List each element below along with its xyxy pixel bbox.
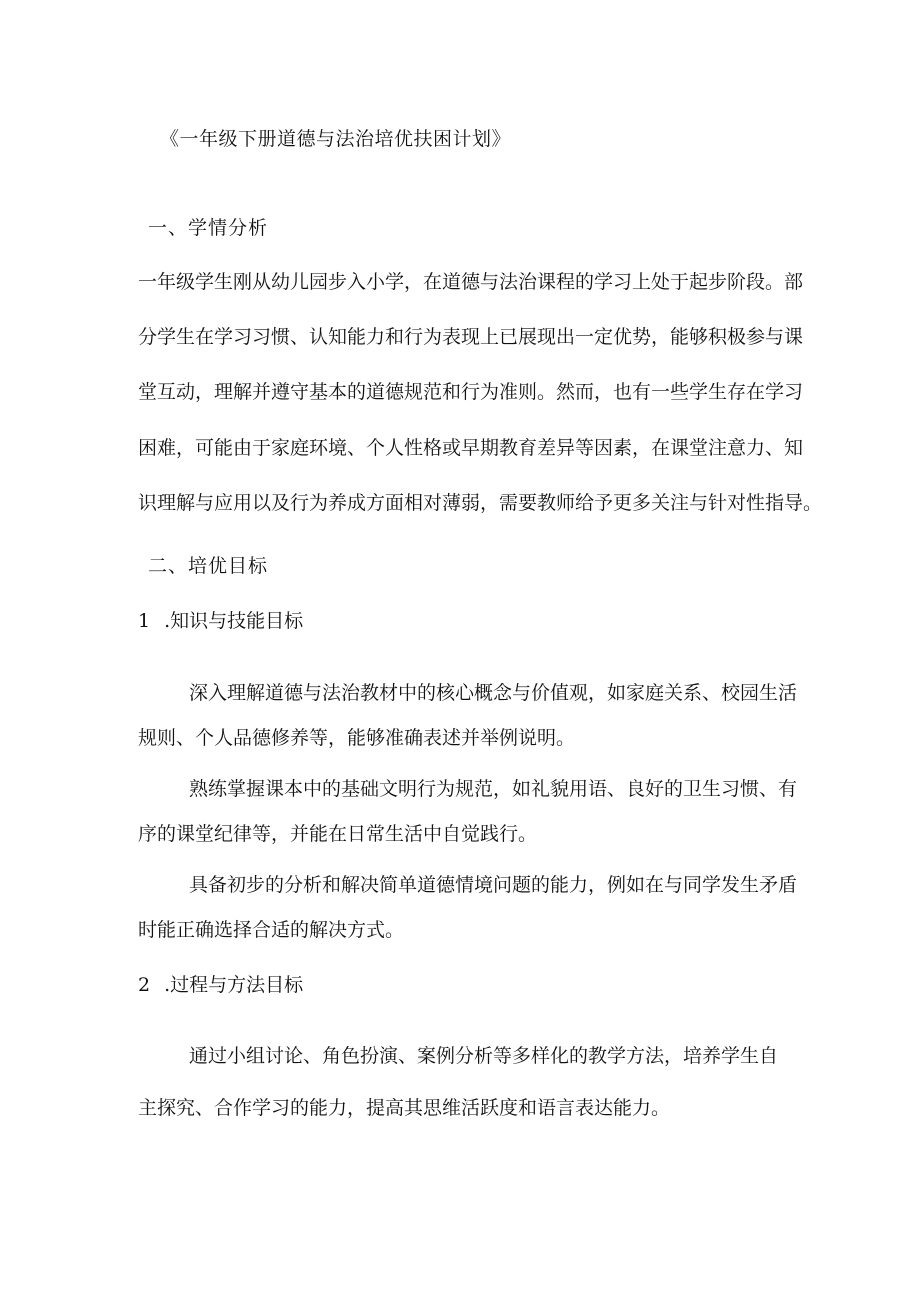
paragraph-line: 识理解与应用以及行为养成方面相对薄弱，需要教师给予更多关注与针对性指导。 [138,492,823,514]
subsection-heading-knowledge [138,609,303,633]
subsection-number: 2 [138,974,151,996]
subsection-title: .知识与技能目标 [164,610,304,632]
section-heading-analysis: 一、学情分析 [148,217,269,239]
paragraph-line: 通过小组讨论、角色扮演、案例分析等多样化的教学方法，培养学生自 [189,1045,779,1067]
paragraph-line: 困难，可能由于家庭环境、个人性格或早期教育差异等因素，在课堂注意力、知 [138,437,804,459]
paragraph-line: 具备初步的分析和解决简单道德情境问题的能力，例如在与同学发生矛盾 [189,874,798,896]
paragraph-line: 熟练掌握课本中的基础文明行为规范，如礼貌用语、良好的卫生习惯、有 [189,778,798,800]
subsection-heading-process [138,973,303,997]
paragraph-line: 一年级学生刚从幼儿园步入小学，在道德与法治课程的学习上处于起步阶段。部 [138,271,804,293]
paragraph-line: 规则、个人品德修养等，能够准确表述并举例说明。 [138,727,576,749]
paragraph-line: 分学生在学习习惯、认知能力和行为表现上已展现出一定优势，能够积极参与课 [138,326,804,348]
document-title: 《一年级下册道德与法治培优扶困计划》 [160,128,512,150]
paragraph-line: 序的课堂纪律等，并能在日常生活中自觉践行。 [138,823,538,845]
subsection-title: .过程与方法目标 [164,974,304,996]
section-heading-goals: 二、培优目标 [148,555,269,577]
paragraph-line: 时能正确选择合适的解决方式。 [138,919,405,941]
paragraph-line: 主探究、合作学习的能力，提高其思维活跃度和语言表达能力。 [138,1097,671,1119]
subsection-number: 1 [138,610,151,632]
paragraph-line: 深入理解道德与法治教材中的核心概念与价值观，如家庭关系、校园生活 [189,682,798,704]
paragraph-line: 堂互动，理解并遵守基本的道德规范和行为准则。然而，也有一些学生存在学习 [138,381,804,403]
